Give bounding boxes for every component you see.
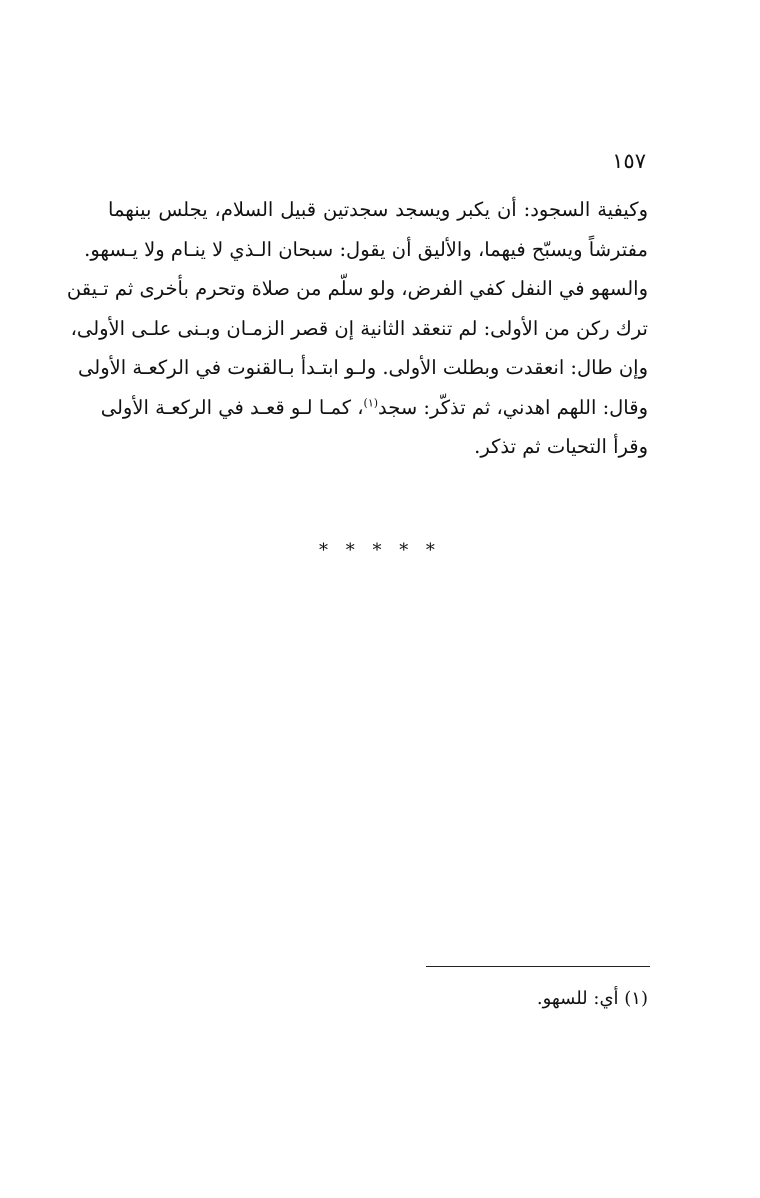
footnote-divider bbox=[426, 966, 650, 967]
footnote: (١) أي: للسهو. bbox=[536, 988, 648, 1009]
text-line: وكيفية السجود: أن يكبر ويسجد سجدتين قبيل السلام، يجلس بينهما bbox=[108, 198, 648, 221]
body-text bbox=[66, 190, 648, 467]
section-separator: * * * * * bbox=[319, 540, 441, 561]
text-line: مفترشاً ويسبّح فيهما، والأليق أن يقول: سبحان الـذي لا ينـام ولا يـسهو. bbox=[84, 237, 648, 261]
text-line: وإن طال: انعقدت وبطلت الأولى. ولـو ابتـدأ بـالقنوت في الركعـة الأولى bbox=[78, 356, 648, 379]
text-segment: ، كمـا لـو قعـد في الركعـة الأولى bbox=[100, 395, 364, 419]
text-line: وقرأ التحيات ثم تذكر. bbox=[474, 435, 648, 458]
footnote-marker: (١) bbox=[363, 396, 379, 409]
page-number: ١٥٧ bbox=[612, 149, 646, 173]
text-segment: وقال: اللهم اهدني، ثم تذكّر: سجد bbox=[378, 395, 648, 419]
text-line: والسهو في النفل كفي الفرض، ولو سلّم من صلاة وتحرم بأخرى ثم تـيقن bbox=[66, 277, 648, 300]
text-line-with-footnote bbox=[100, 388, 648, 428]
text-line: ترك ركن من الأولى: لم تنعقد الثانية إن قصر الزمـان وبـنى علـى الأولى، bbox=[70, 316, 648, 340]
